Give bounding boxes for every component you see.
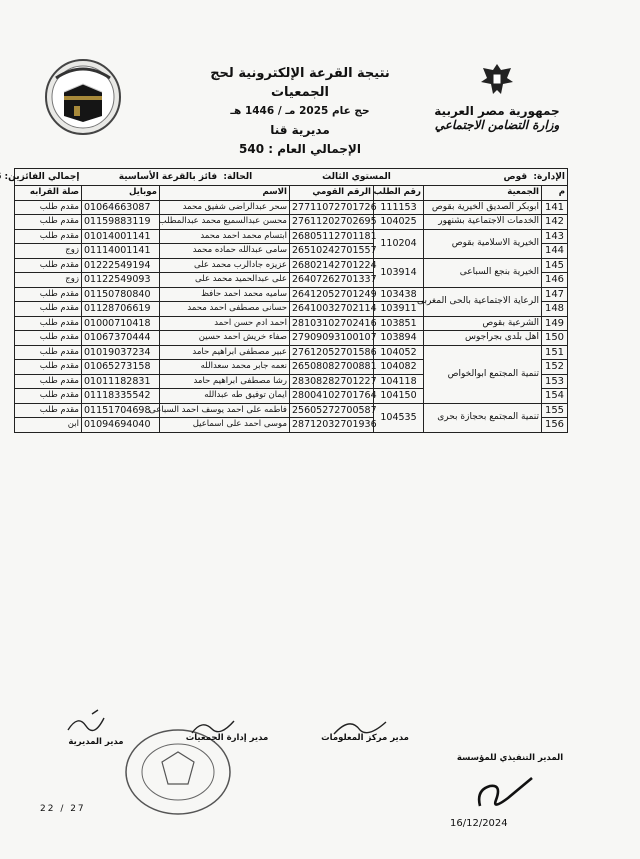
table-row	[15, 403, 568, 418]
col-mob: موبايل	[82, 186, 160, 201]
cell-m: 156	[542, 418, 568, 433]
cell-req: 104025	[374, 215, 424, 230]
cell-assoc: الخدمات الاجتماعية بشنهور	[424, 215, 542, 230]
admin-info	[424, 169, 568, 186]
cell-rel: زوج	[15, 244, 82, 259]
cell-m: 145	[542, 258, 568, 273]
cell-rel: مقدم طلب	[15, 331, 82, 346]
cell-m: 149	[542, 316, 568, 331]
cell-rel: مقدم طلب	[15, 389, 82, 404]
winners-label: إجمالي الفائزين:	[4, 171, 80, 182]
cell-m: 148	[542, 302, 568, 317]
cell-assoc: تنمية المجتمع بحجازة بحرى	[424, 403, 542, 432]
col-nid: الرقم القومي	[290, 186, 374, 201]
cell-req: 103914	[374, 258, 424, 287]
cell-name: فاطمه على احمد يوسف احمد السباعى	[160, 403, 290, 418]
cell-m: 153	[542, 374, 568, 389]
cell-name: ايمان توفيق طه عبدالله	[160, 389, 290, 404]
republic-name: جمهورية مصر العربية	[434, 104, 560, 118]
cell-req: 111153	[374, 200, 424, 215]
cell-name: عزيزه جادالرب محمد على	[160, 258, 290, 273]
kaaba-logo-icon	[44, 58, 122, 136]
cell-name: سامى عبدالله حماده محمد	[160, 244, 290, 259]
cell-req: 103894	[374, 331, 424, 346]
cell-name: ابتسام محمد احمد محمد	[160, 229, 290, 244]
cell-assoc: تنمية المجتمع ابوالخواص	[424, 345, 542, 403]
cell-m: 146	[542, 273, 568, 288]
cell-name: رشا مصطفى ابراهيم حامد	[160, 374, 290, 389]
col-m: م	[542, 186, 568, 201]
cell-mob: 01000710418	[82, 316, 160, 331]
document-title: نتيجة القرعة الإلكترونية لحج الجمعيات	[210, 66, 390, 100]
cell-nid: 28308282701227	[290, 374, 374, 389]
cell-nid: 26407262701337	[290, 273, 374, 288]
cell-nid: 27711072701726	[290, 200, 374, 215]
cell-rel: زوج	[15, 273, 82, 288]
table-row	[15, 200, 568, 215]
cell-assoc: اهل بلدى بجراجوس	[424, 331, 542, 346]
cell-rel: مقدم طلب	[15, 229, 82, 244]
results-table-wrapper	[4, 168, 567, 433]
table-row	[15, 316, 568, 331]
director-title: مدير المديرية	[68, 737, 124, 747]
page-number: 22 / 27	[40, 804, 86, 814]
cell-nid: 26412052701249	[290, 287, 374, 302]
cell-nid: 26410032702114	[290, 302, 374, 317]
col-req: رقم الطلب	[374, 186, 424, 201]
director-signature-icon	[64, 708, 114, 738]
cell-mob: 01067370444	[82, 331, 160, 346]
cell-req: 103438	[374, 287, 424, 302]
cell-nid: 26508082700881	[290, 360, 374, 375]
cell-nid: 28712032701936	[290, 418, 374, 433]
cell-rel: مقدم طلب	[15, 258, 82, 273]
cell-rel: مقدم طلب	[15, 215, 82, 230]
admin-value: قوص	[503, 171, 528, 182]
cell-rel: مقدم طلب	[15, 287, 82, 302]
cell-mob: 01064663087	[82, 200, 160, 215]
cell-name: سحر عبدالراضى شفيق محمد	[160, 200, 290, 215]
cell-mob: 01118335542	[82, 389, 160, 404]
cell-name: نعمه جابر محمد سعدالله	[160, 360, 290, 375]
cell-mob: 01128706619	[82, 302, 160, 317]
cell-name: محسن عبدالسميع محمد عبدالمطلب	[160, 215, 290, 230]
cell-req: 104118	[374, 374, 424, 389]
eagle-emblem-icon	[477, 60, 517, 100]
table-body	[15, 200, 568, 432]
cell-req: 104082	[374, 360, 424, 375]
cell-nid: 26802142701224	[290, 258, 374, 273]
cell-m: 154	[542, 389, 568, 404]
cell-m: 142	[542, 215, 568, 230]
cell-m: 155	[542, 403, 568, 418]
cell-rel: ابن	[15, 418, 82, 433]
document-date: 16/12/2024	[450, 818, 508, 829]
assoc-admin-title: مدير إدارة الجمعيات	[185, 733, 269, 743]
col-rel: صلة القرابه	[15, 186, 82, 201]
cell-nid: 27611202702695	[290, 215, 374, 230]
col-name: الاسم	[160, 186, 290, 201]
cell-req: 104535	[374, 403, 424, 432]
cell-nid: 26510242701557	[290, 244, 374, 259]
results-table	[4, 168, 568, 433]
cell-req: 104052	[374, 345, 424, 360]
info-row	[15, 169, 568, 186]
cell-name: حسانى مصطفى احمد محمد	[160, 302, 290, 317]
exec-director-title: المدير التنفيذي للمؤسسة	[456, 753, 564, 763]
cell-rel: مقدم طلب	[15, 403, 82, 418]
cell-nid: 26805112701181	[290, 229, 374, 244]
cell-nid: 28103102702416	[290, 316, 374, 331]
header-row	[15, 186, 568, 201]
admin-label: الإدارة:	[533, 171, 565, 182]
cell-rel: مقدم طلب	[15, 345, 82, 360]
cell-m: 150	[542, 331, 568, 346]
cell-nid: 27612052701586	[290, 345, 374, 360]
cell-nid: 28004102701764	[290, 389, 374, 404]
cell-name: عبير مصطفى ابراهيم حامد	[160, 345, 290, 360]
cell-m: 151	[542, 345, 568, 360]
cell-req: 103911	[374, 302, 424, 317]
cell-rel: مقدم طلب	[15, 316, 82, 331]
cell-name: ساميه محمد احمد حافظ	[160, 287, 290, 302]
table-row	[15, 331, 568, 346]
cell-name: موسى احمد على اسماعيل	[160, 418, 290, 433]
cell-nid: 25605272700587	[290, 403, 374, 418]
cell-req: 103851	[374, 316, 424, 331]
cell-mob: 01014001141	[82, 229, 160, 244]
level-info: المستوي الثالث	[322, 171, 391, 182]
directorate-name: مديرية قنا	[270, 123, 330, 137]
grand-total: الإجمالي العام : 540	[239, 142, 361, 156]
cell-m: 147	[542, 287, 568, 302]
cell-req: 110204	[374, 229, 424, 258]
cell-assoc: الخيرية الاسلامية بقوص	[424, 229, 542, 258]
table-row	[15, 258, 568, 273]
cell-mob: 01094694040	[82, 418, 160, 433]
winners-info	[4, 169, 82, 186]
cell-assoc: الخيرية بنجع السباعى	[424, 258, 542, 287]
cell-mob: 01011182831	[82, 374, 160, 389]
info-center-title: مدير مركز المعلومات	[321, 733, 409, 743]
cell-nid: 27909093100107	[290, 331, 374, 346]
table-row	[15, 229, 568, 244]
cell-mob: 01114001141	[82, 244, 160, 259]
winners-value	[0, 172, 1, 182]
cell-m: 152	[542, 360, 568, 375]
table-row	[15, 215, 568, 230]
cell-rel: مقدم طلب	[15, 200, 82, 215]
cell-m: 144	[542, 244, 568, 259]
exec-signature-icon	[472, 770, 542, 814]
status-value: فائز بالقرعة الأساسية	[118, 171, 218, 182]
cell-name: على عبدالحميد محمد على	[160, 273, 290, 288]
table-row	[15, 287, 568, 302]
cell-rel: مقدم طلب	[15, 302, 82, 317]
cell-req: 104150	[374, 389, 424, 404]
cell-assoc: الرعاية الاجتماعية بالحى المغربى	[424, 287, 542, 316]
cell-m: 143	[542, 229, 568, 244]
hajj-year: حج عام 2025 مـ / 1446 هـ	[230, 105, 370, 117]
cell-assoc: ابوبكر الصديق الخيرية بقوص	[424, 200, 542, 215]
cell-rel: مقدم طلب	[15, 360, 82, 375]
cell-name: صفاء خريش احمد حسين	[160, 331, 290, 346]
table-row	[15, 345, 568, 360]
cell-name: احمد ادم حسن احمد	[160, 316, 290, 331]
cell-mob: 01222549194	[82, 258, 160, 273]
cell-mob: 01151704698	[82, 403, 160, 418]
cell-mob: 01122549093	[82, 273, 160, 288]
status-info	[82, 169, 290, 186]
ministry-emblem	[432, 60, 562, 150]
cell-assoc: الشرعية بقوص	[424, 316, 542, 331]
cell-m: 141	[542, 200, 568, 215]
cell-mob: 01019037234	[82, 345, 160, 360]
cell-mob: 01065273158	[82, 360, 160, 375]
cell-rel: مقدم طلب	[15, 374, 82, 389]
cell-mob: 01159883119	[82, 215, 160, 230]
document-header	[180, 64, 420, 159]
status-label: الحالة:	[223, 171, 253, 182]
col-assoc: الجمعية	[424, 186, 542, 201]
cell-mob: 01150780840	[82, 287, 160, 302]
ministry-name: وزارة التضامن الاجتماعي	[434, 118, 560, 132]
